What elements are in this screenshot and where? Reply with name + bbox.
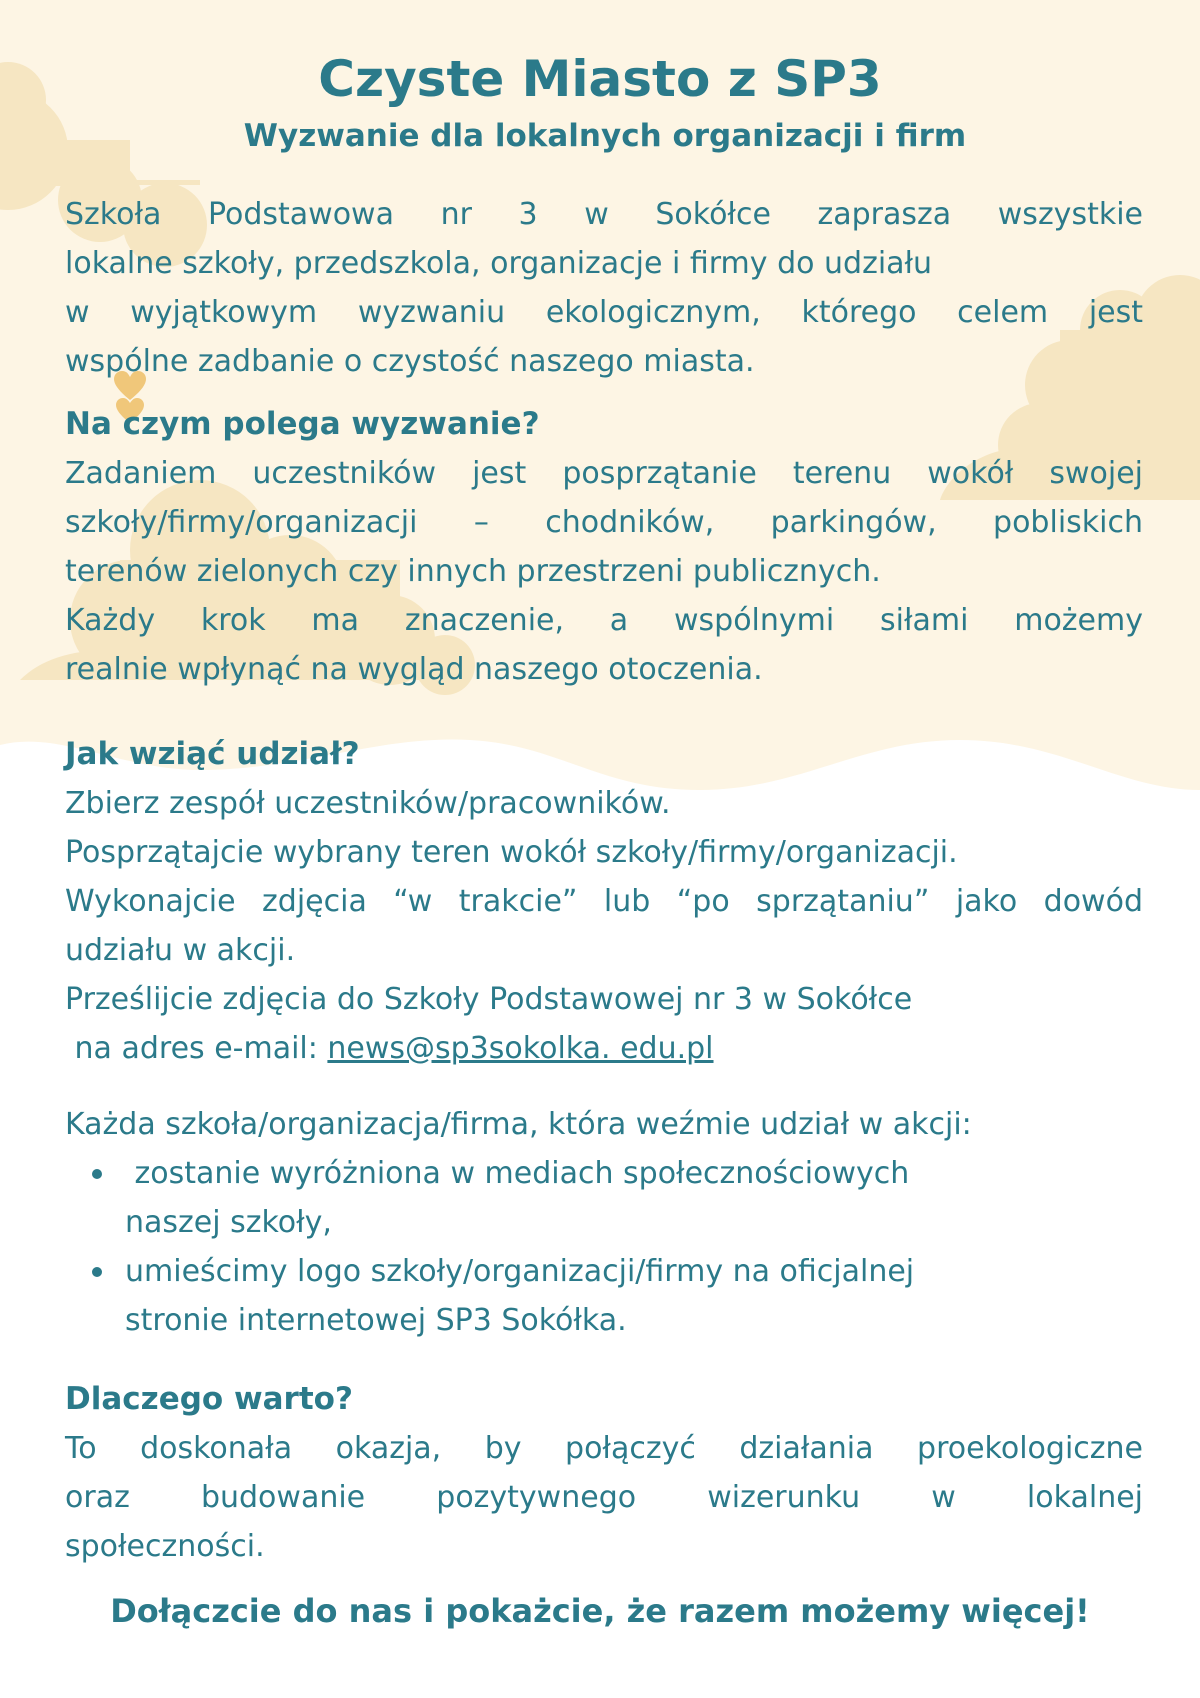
intro-line: Szkoła Podstawowa nr 3 w Sokółce zaprasza wszystkie (65, 197, 1143, 232)
section-howto (65, 730, 1143, 1073)
challenge-line: terenów zielonych czy innych przestrzeni publicznych. (65, 554, 881, 589)
section-challenge (65, 400, 1143, 694)
section-why (65, 1375, 1143, 1571)
email-link[interactable]: news@sp3sokolka. edu.pl (327, 1031, 714, 1066)
email-prefix: na adres e-mail: (65, 1031, 328, 1066)
intro-line: lokalne szkoły, przedszkola, organizacje i firmy do udziału (65, 246, 933, 281)
benefits-list (65, 1149, 1143, 1345)
section-heading: Dlaczego warto? (65, 1381, 353, 1417)
bullet-text: umieścimy logo szkoły/organizacji/firmy na oficjalnej (125, 1254, 915, 1289)
page-subtitle: Wyzwanie dla lokalnych organizacji i firm (243, 118, 967, 154)
bullet-icon (92, 1267, 102, 1277)
howto-line: Wykonajcie zdjęcia “w trakcie” lub “po sprzątaniu” jako dowód (65, 884, 1143, 919)
intro-line: wspólne zadbanie o czystość naszego miasta. (65, 344, 755, 379)
challenge-line: realnie wpłynąć na wygląd naszego otoczenia. (65, 652, 763, 687)
intro-line: w wyjątkowym wyzwaniu ekologicznym, którego celem jest (65, 295, 1143, 330)
list-item (65, 1149, 1143, 1247)
howto-line: Posprzątajcie wybrany teren wokół szkoły/firmy/organizacji. (65, 835, 958, 870)
why-line: oraz budowanie pozytywnego wizerunku w lokalnej (65, 1480, 1143, 1515)
howto-line: udziału w akcji. (65, 933, 296, 968)
section-benefits (65, 1100, 1143, 1345)
bullet-icon (92, 1169, 102, 1179)
challenge-line: Każdy krok ma znaczenie, a wspólnymi siłami możemy (65, 603, 1143, 638)
why-line: społeczności. (65, 1529, 265, 1564)
benefits-intro: Każda szkoła/organizacja/firma, która weźmie udział w akcji: (65, 1107, 972, 1142)
section-heading: Na czym polega wyzwanie? (65, 406, 540, 442)
why-line: To doskonała okazja, by połączyć działania proekologiczne (65, 1431, 1143, 1466)
challenge-line: Zadaniem uczestników jest posprzątanie terenu wokół swojej (65, 456, 1143, 491)
closing-call-to-action: Dołączcie do nas i pokażcie, że razem możemy więcej! (110, 1592, 1090, 1630)
howto-line: Zbierz zespół uczestników/pracowników. (65, 786, 671, 821)
bullet-text: zostanie wyróżniona w mediach społecznościowych (125, 1156, 910, 1191)
page-title: Czyste Miasto z SP3 (318, 50, 882, 108)
intro-paragraph (65, 190, 1143, 386)
challenge-line: szkoły/firmy/organizacji – chodników, parkingów, pobliskich (65, 505, 1143, 540)
section-heading: Jak wziąć udział? (65, 736, 360, 772)
howto-line: Prześlijcie zdjęcia do Szkoły Podstawowej nr 3 w Sokółce (65, 982, 913, 1017)
bullet-text: stronie internetowej SP3 Sokółka. (125, 1303, 627, 1338)
email-line (65, 1024, 1143, 1073)
list-item (65, 1247, 1143, 1345)
bullet-text: naszej szkoły, (125, 1205, 332, 1240)
